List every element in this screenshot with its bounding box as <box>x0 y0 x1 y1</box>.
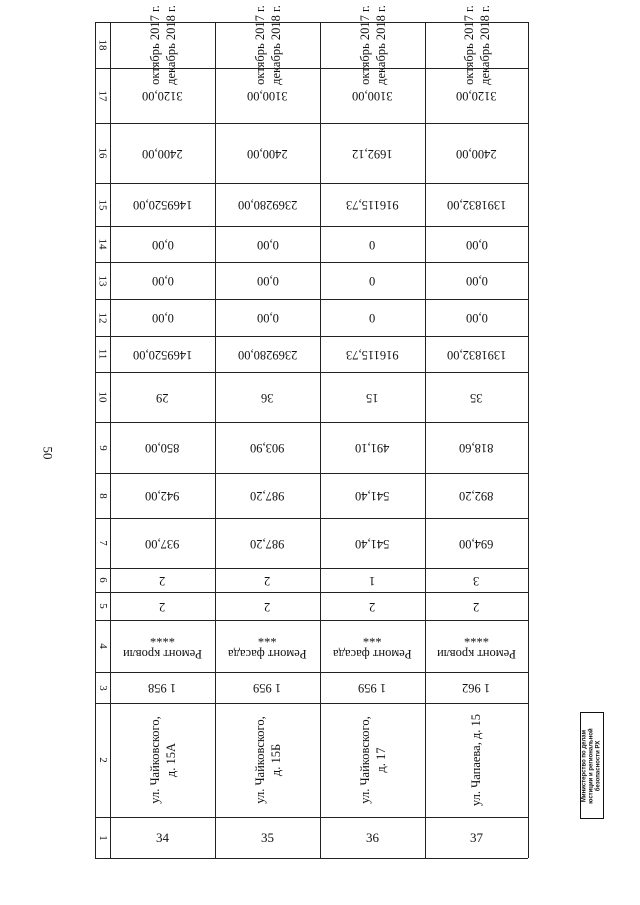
column-number-header <box>95 422 110 473</box>
column-number-header <box>95 262 110 299</box>
cell-text: 2400,00 <box>142 146 183 161</box>
table-cell-col8 <box>215 473 320 518</box>
table-cell-col1 <box>320 817 425 858</box>
cell-line: декабрь 2018 г. <box>268 5 283 85</box>
column-number-text: 11 <box>96 348 109 360</box>
cell-text: 0 <box>369 274 376 288</box>
column-number-header <box>95 336 110 372</box>
cell-line: октябрь 2017 г. <box>461 5 476 85</box>
column-number-header <box>95 68 110 123</box>
cell-text <box>123 630 202 662</box>
table-cell-col18 <box>110 5 215 85</box>
table-cell-col16 <box>320 123 425 183</box>
table-cell-col18 <box>425 5 528 85</box>
column-number-text: 4 <box>96 643 109 649</box>
cell-text <box>147 5 179 85</box>
cell-text: 1 <box>369 573 376 588</box>
table-cell-col7 <box>320 518 425 568</box>
cell-text: 818,60 <box>459 441 494 455</box>
cell-line: декабрь 2018 г. <box>373 5 388 85</box>
table-cell-col15 <box>110 183 215 226</box>
cell-line: д. 15А <box>163 742 178 778</box>
page-number: 50 <box>40 446 56 460</box>
column-number-header <box>95 372 110 422</box>
table-cell-col10 <box>425 372 528 422</box>
cell-line: октябрь 2017 г. <box>147 5 162 85</box>
cell-text: 541,40 <box>355 536 390 551</box>
table-cell-col6 <box>320 568 425 592</box>
table-cell-col5 <box>425 592 528 620</box>
cell-text: 1391832,00 <box>446 198 507 212</box>
table-cell-col5 <box>110 592 215 620</box>
table-cell-col2 <box>110 703 215 817</box>
cell-text: 3 <box>473 573 480 588</box>
cell-text <box>468 714 484 806</box>
table-cell-col6 <box>425 568 528 592</box>
column-number-text: 16 <box>96 147 109 159</box>
table-cell-col5 <box>320 592 425 620</box>
cell-text: 0,00 <box>256 311 279 325</box>
column-number-text: 3 <box>96 684 109 691</box>
cell-text: 35 <box>470 390 483 405</box>
table-cell-col14 <box>320 226 425 262</box>
column-number-text: 13 <box>96 275 109 286</box>
cell-text <box>252 716 284 804</box>
cell-text <box>437 630 516 662</box>
cell-line: Ремонт кровли <box>436 647 516 661</box>
cell-line: **** <box>464 631 489 645</box>
cell-line: д. 17 <box>373 747 388 773</box>
table-cell-col1 <box>215 817 320 858</box>
cell-text: 1692,12 <box>352 146 393 161</box>
column-number-text: 8 <box>96 492 109 499</box>
cell-line: ул. Чапаева, д. 15 <box>469 713 484 807</box>
cell-text <box>333 630 412 662</box>
table-cell-col13 <box>110 262 215 299</box>
table-cell-col6 <box>110 568 215 592</box>
cell-text <box>147 716 179 804</box>
cell-text: 36 <box>261 390 274 405</box>
stamp-line: юстиции и региональной <box>588 727 595 804</box>
table-cell-col11 <box>110 336 215 372</box>
table-cell-col9 <box>320 422 425 473</box>
table-cell-col3 <box>215 672 320 703</box>
cell-text <box>461 5 493 85</box>
cell-text: 2 <box>473 599 480 614</box>
cell-text: 3100,00 <box>352 89 393 103</box>
table-cell-col16 <box>110 123 215 183</box>
cell-text: 2 <box>159 599 166 614</box>
cell-text: 903,90 <box>250 441 285 455</box>
cell-text: 2369280,00 <box>237 198 298 212</box>
cell-text <box>357 716 389 804</box>
cell-text: 37 <box>470 829 483 845</box>
column-number-text: 15 <box>96 199 109 210</box>
table-cell-col7 <box>425 518 528 568</box>
cell-text: 0,00 <box>465 237 488 252</box>
table-cell-col11 <box>425 336 528 372</box>
cell-line: Ремонт кровли <box>122 647 202 661</box>
table-cell-col13 <box>425 262 528 299</box>
table-vertical-rule <box>528 22 529 858</box>
table-cell-col12 <box>215 299 320 336</box>
table-cell-col4 <box>320 620 425 672</box>
column-number-text: 7 <box>96 540 109 546</box>
table-cell-col5 <box>215 592 320 620</box>
table-cell-col16 <box>425 123 528 183</box>
cell-text: 1391832,00 <box>446 347 507 362</box>
column-number-header <box>95 518 110 568</box>
table-cell-col12 <box>320 299 425 336</box>
table-cell-col15 <box>320 183 425 226</box>
cell-line: Ремонт фасада <box>228 647 307 661</box>
table-cell-col10 <box>110 372 215 422</box>
table-cell-col4 <box>215 620 320 672</box>
cell-text: 694,00 <box>459 536 494 551</box>
cell-text: 15 <box>366 390 379 405</box>
column-number-text: 1 <box>96 834 109 841</box>
cell-text: 1 959 <box>253 681 282 695</box>
cell-text: 1 959 <box>358 681 387 695</box>
table-cell-col13 <box>215 262 320 299</box>
cell-text: 942,00 <box>145 489 180 503</box>
table-cell-col3 <box>320 672 425 703</box>
cell-text: 2 <box>264 599 271 614</box>
cell-text: 0 <box>369 311 376 325</box>
table-cell-col3 <box>425 672 528 703</box>
table-cell-col8 <box>425 473 528 518</box>
table-cell-col3 <box>110 672 215 703</box>
stamp-line: безопасности РХ <box>595 740 602 791</box>
column-number-header <box>95 703 110 817</box>
table-cell-col18 <box>320 5 425 85</box>
cell-line: декабрь 2018 г. <box>163 5 178 85</box>
cell-line: **** <box>150 631 175 645</box>
cell-line: октябрь 2017 г. <box>357 5 372 85</box>
cell-text: 987,20 <box>250 536 285 551</box>
table-cell-col18 <box>215 5 320 85</box>
cell-text: 987,20 <box>250 489 285 503</box>
cell-line: ул. Чайковского, <box>252 716 267 804</box>
table-cell-col9 <box>110 422 215 473</box>
column-number-header <box>95 22 110 68</box>
cell-text: 0,00 <box>151 237 174 252</box>
cell-text: 2369280,00 <box>237 347 298 362</box>
column-number-header <box>95 123 110 183</box>
cell-text: 1 958 <box>148 681 177 695</box>
cell-text: 0,00 <box>465 274 488 288</box>
cell-text: 36 <box>366 829 379 845</box>
table-cell-col11 <box>320 336 425 372</box>
cell-text: 0,00 <box>256 237 279 252</box>
cell-text <box>252 5 284 85</box>
table-cell-col10 <box>320 372 425 422</box>
table-cell-col10 <box>215 372 320 422</box>
column-number-text: 2 <box>96 757 109 763</box>
cell-line: ул. Чайковского, <box>147 716 162 804</box>
cell-text <box>357 5 389 85</box>
cell-line: декабрь 2018 г. <box>477 5 492 85</box>
table-cell-col12 <box>425 299 528 336</box>
cell-text: 3120,00 <box>142 89 183 103</box>
cell-text: 892,20 <box>459 489 494 503</box>
column-number-text: 9 <box>96 444 109 451</box>
column-number-text: 18 <box>96 39 109 51</box>
table-horizontal-rule <box>95 858 528 859</box>
cell-text: 0,00 <box>465 311 488 325</box>
cell-text: 2 <box>264 573 271 588</box>
table-cell-col12 <box>110 299 215 336</box>
cell-text: 2400,00 <box>247 146 288 161</box>
cell-text: 0 <box>369 237 376 252</box>
cell-text: 850,00 <box>145 441 180 455</box>
cell-text: 1469520,00 <box>132 347 193 362</box>
column-number-header <box>95 672 110 703</box>
column-number-header <box>95 226 110 262</box>
table-cell-col16 <box>215 123 320 183</box>
cell-text: 541,40 <box>355 489 390 503</box>
column-number-text: 5 <box>96 603 109 609</box>
table-cell-col9 <box>215 422 320 473</box>
column-number-text: 10 <box>96 391 109 403</box>
stamp-line: Министерство по делам <box>581 729 588 802</box>
cell-text <box>228 630 307 662</box>
column-number-header <box>95 817 110 858</box>
column-number-header <box>95 299 110 336</box>
cell-text: 916115,73 <box>346 347 399 362</box>
column-number-text: 6 <box>96 577 109 583</box>
table-cell-col2 <box>425 703 528 817</box>
table-cell-col1 <box>425 817 528 858</box>
cell-line: д. 15Б <box>268 743 283 777</box>
table-cell-col14 <box>215 226 320 262</box>
column-number-header <box>95 568 110 592</box>
cell-text: 35 <box>261 829 274 845</box>
table-cell-col15 <box>215 183 320 226</box>
cell-line: Ремонт фасада <box>333 647 412 661</box>
column-number-header <box>95 592 110 620</box>
cell-text: 1469520,00 <box>132 198 193 212</box>
column-number-header <box>95 183 110 226</box>
cell-text: 2 <box>369 599 376 614</box>
table-cell-col4 <box>110 620 215 672</box>
table-cell-col8 <box>110 473 215 518</box>
cell-text: 0,00 <box>151 311 174 325</box>
column-number-header <box>95 620 110 672</box>
table-cell-col2 <box>215 703 320 817</box>
table-cell-col14 <box>110 226 215 262</box>
cell-text: 29 <box>156 390 169 405</box>
cell-text: 2 <box>159 573 166 588</box>
table-cell-col11 <box>215 336 320 372</box>
cell-text: 0,00 <box>256 274 279 288</box>
cell-text: 34 <box>156 829 169 845</box>
cell-text: 937,00 <box>145 536 180 551</box>
table-cell-col7 <box>110 518 215 568</box>
cell-text: 2400,00 <box>456 146 497 161</box>
cell-line: *** <box>258 631 277 645</box>
cell-text: 1 962 <box>462 681 491 695</box>
cell-line: *** <box>363 631 382 645</box>
cell-line: октябрь 2017 г. <box>252 5 267 85</box>
table-cell-col6 <box>215 568 320 592</box>
cell-text: 3100,00 <box>247 89 288 103</box>
table-cell-col1 <box>110 817 215 858</box>
table-cell-col15 <box>425 183 528 226</box>
cell-text: 0,00 <box>151 274 174 288</box>
table-cell-col9 <box>425 422 528 473</box>
table-cell-col14 <box>425 226 528 262</box>
column-number-text: 14 <box>96 238 109 250</box>
cell-line: ул. Чайковского, <box>357 716 372 804</box>
table-cell-col2 <box>320 703 425 817</box>
table-cell-col7 <box>215 518 320 568</box>
column-number-header <box>95 473 110 518</box>
table-cell-col13 <box>320 262 425 299</box>
column-number-text: 12 <box>96 312 109 323</box>
cell-text: 3120,00 <box>456 89 497 103</box>
cell-text: 491,10 <box>355 441 390 455</box>
column-number-text: 17 <box>96 90 109 101</box>
table-cell-col8 <box>320 473 425 518</box>
cell-text: 916115,73 <box>346 198 399 212</box>
table-cell-col4 <box>425 620 528 672</box>
